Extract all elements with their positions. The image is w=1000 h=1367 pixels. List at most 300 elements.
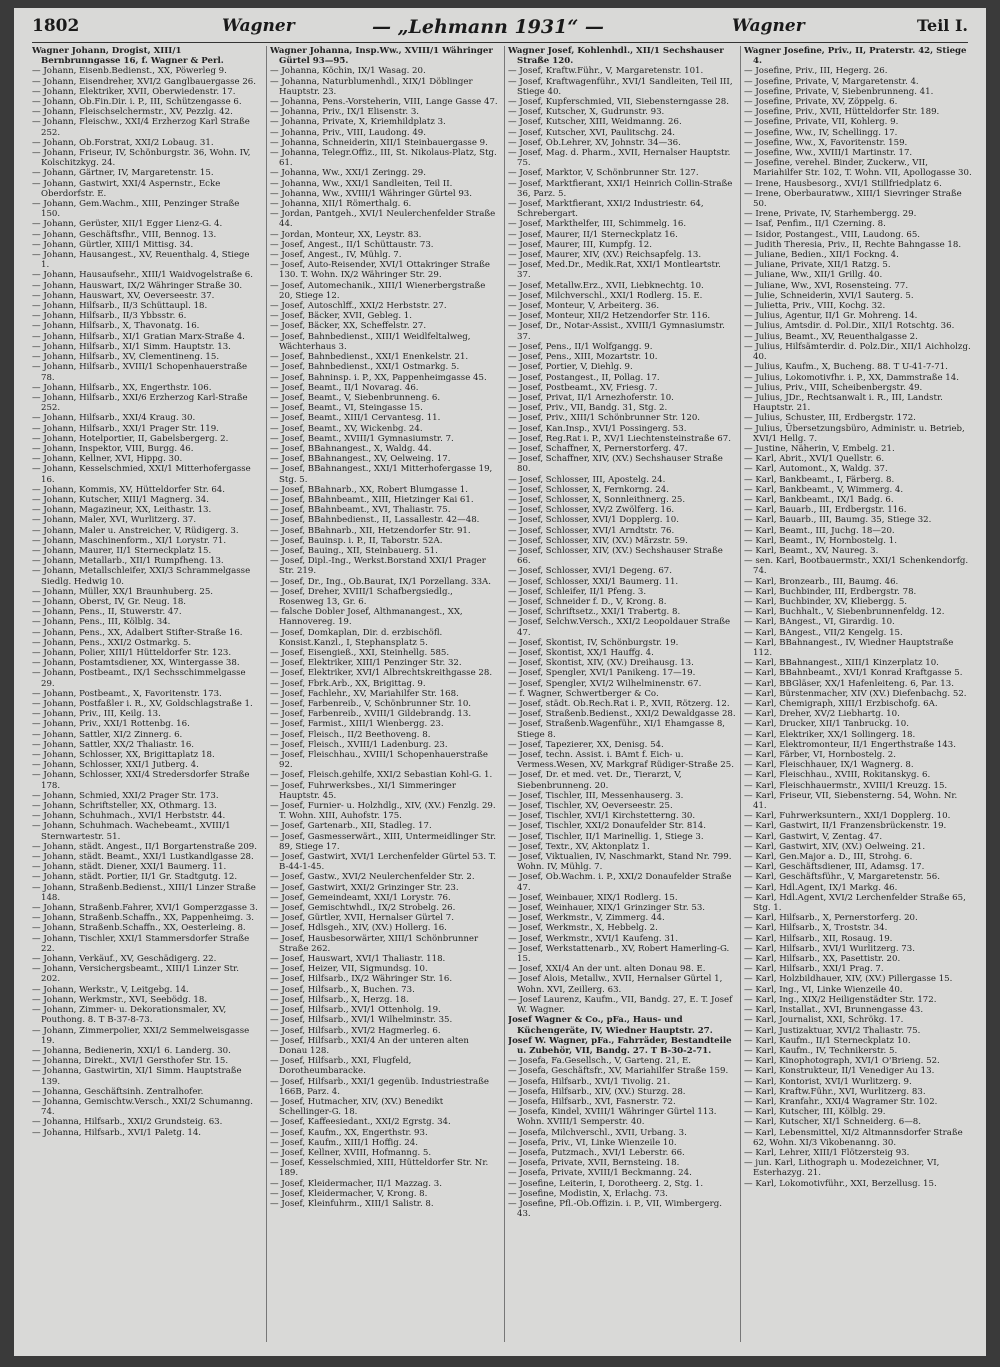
directory-entry: — Johann, Inspektor, VIII, Burgg. 46. [32, 443, 194, 454]
directory-entry: — Johann, Sattler, XI/2 Zinnerg. 6. [32, 729, 183, 740]
directory-entry: — Josefa, Milchverschl., XVII, Urbang. 3. [508, 1127, 687, 1138]
directory-entry: — Josef, Domkaplan, Dir. d. erzbischöfl. Konsist.Kanzl., I, Stephansplatz 5. [270, 627, 443, 648]
column-3 [508, 46, 736, 1346]
directory-entry: — Karl, Fleischhau., XVIII, Rokitanskyg. 6. [744, 770, 931, 781]
directory-entry: — Johann, Magazineur, XX, Leithastr. 13. [32, 505, 212, 516]
directory-entry: — Josef, Ob.Wachm. i. P., XXI/2 Donaufelder Straße 47. [508, 872, 732, 893]
directory-entry: — Josef, Elektriker, XVI/1 Albrechtskreithgasse 28. [270, 668, 493, 679]
directory-entry: — Josef, Med.Dr., Medik.Rat, XXI/1 Montleartstr. 37. [508, 260, 721, 281]
directory-entry: — Josef, Hilfsarb., X, Herzg. 18. [270, 994, 409, 1005]
directory-entry: — Josef, Pens., II/1 Wolfgangg. 9. [508, 341, 653, 352]
directory-entry: — Josef, Schlosser, XIV, (XV.) Sechshauser Straße 66. [508, 545, 723, 567]
directory-entry: — Josef, Postangest., II, Pollag. 17. [508, 372, 660, 383]
directory-entry: — Josef, BBahnangest., X, Waldg. 44. [270, 443, 432, 454]
directory-entry: Wagner Johanna, Insp.Ww., XVIII/1 Währinger Gürtel 93—95. [270, 46, 493, 67]
directory-entry: — Josef, Fachlehr., XV, Mariahilfer Str. 168. [270, 688, 459, 699]
directory-entry: — Josef, Skontist, XX/1 Hauffg. 4. [508, 647, 654, 658]
directory-entry: — Josef, techn. Assist. i. BAmt f. Eich- u. Vermess.Wesen, XV, Markgraf Rüdiger-Straße 25. [508, 750, 734, 771]
directory-entry: — sen. Karl, Bootbauermstr., XXI/1 Schenkendorfg. 74. [744, 556, 969, 577]
directory-entry: — Josef, Werkmstr., X, Hebbelg. 2. [508, 923, 658, 934]
directory-entry: — Karl, Abrit., XVI/1 Quellstr. 6. [744, 454, 885, 465]
directory-entry: — Johanna, Geschäftsinh. Zentralhofer. [32, 1086, 204, 1097]
directory-entry: Josef Wagner & Co., pFa., Haus- und Küchengeräte, IV, Wiedner Hauptstr. 27. [508, 1015, 713, 1036]
directory-entry: — Josef, Postbeamt., XV, Friesg. 7. [508, 382, 658, 393]
directory-entry: — Josef, Schlosser, X, Sonnleithnerg. 25. [508, 494, 686, 505]
directory-entry: — Josef, Bahnbedienst., XIII/1 Weidlfeltalweg, Wächterhaus 3. [270, 331, 471, 352]
directory-entry: — Josef, Furnier- u. Holzhdlg., XIV, (XV.) Fenzlg. 29. T. Wohn. XIII, Auhofstr. 175. [270, 801, 496, 822]
column-4 [744, 46, 972, 1346]
right-running-head: Wagner [732, 16, 805, 36]
directory-entry: — Josefine, Priv., XVII, Hütteldorfer Str. 189. [744, 107, 940, 118]
directory-entry: — Karl, Hilfsarb., XXI/1 Prag. 7. [744, 964, 884, 975]
directory-entry: — Josef, Bauinsp. i. P., II, Taborstr. 52A. [270, 535, 443, 546]
directory-entry: — Johanna, Telegr.Offiz., III, St. Nikolaus-Platz, Stg. 61. [270, 148, 497, 169]
directory-entry: — Karl, Elektriker, XX/1 Sollingerg. 18. [744, 729, 916, 740]
directory-entry: — Josef, Viktualien, IV, Naschmarkt, Stand Nr. 799. Wohn. IV, Mühlg. 7. [508, 852, 732, 873]
part-label: Teil I. [916, 16, 968, 35]
directory-entry: — Juliane, Bedien., XII/1 Fockng. 4. [744, 250, 899, 261]
directory-entry: — Karl, Fleischhauer, IX/1 Wagnerg. 8. [744, 760, 914, 771]
directory-entry: — Josef, Kaffeesiedant., XXI/2 Egrstg. 34. [270, 1117, 451, 1128]
directory-entry: — Josef, Dreher, XVIII/1 Schafbergsiedlg., Rosenweg 13, Gr. 6. [270, 586, 453, 607]
directory-entry: — Josef, Metallw.Erz., XVII, Liebknechtg. 10. [508, 280, 704, 291]
directory-entry: — Josef, BBahnbeamt., XIII, Hietzinger Kai 61. [270, 494, 474, 505]
directory-entry: — Johann, Straßenb.Schaffn., XX, Oesterleing. 8. [32, 923, 246, 934]
directory-entry: — Josefa, Geschäftsfr., XV, Mariahilfer Straße 159. [508, 1066, 729, 1077]
directory-entry: — Johann, Geschäftsfhr., VIII, Bennog. 13. [32, 229, 217, 240]
directory-entry: — Johann, Polier, XIII/1 Hütteldorfer Str. 123. [32, 647, 232, 658]
directory-entry: — Josefa, Fa.Gesellsch., V, Garteng. 21, E. [508, 1056, 692, 1067]
directory-entry: — Johann, Hausaufsehr., XIII/1 Waidvogelstraße 6. [32, 270, 253, 281]
directory-entry: — Josef, Bäcker, XX, Scheffelstr. 27. [270, 321, 427, 332]
directory-entry: — Karl, Friseur, VII, Siebensterng. 54, Wohn. Nr. 41. [744, 790, 958, 812]
directory-entry: — Josef, Schriftsetz., XXI/1 Trabertg. 8. [508, 607, 681, 618]
directory-entry: — Josef, Hilfsarb., XXI, Flugfeld, Dorotheumbaracke. [270, 1056, 412, 1077]
directory-entry: — Josef, Tischler, II/1 Marinellig. 1, Stiege 3. [508, 831, 704, 842]
directory-entry: — Johann, Pens., XXI/2 Ostmarkg. 5. [32, 637, 192, 648]
directory-entry: — Johann, Straßenb.Bedienst., XIII/1 Linzer Straße 148. [32, 882, 256, 903]
directory-entry: — Josef, Angest., IV, Mühlg. 7. [270, 250, 402, 261]
directory-entry: — Johann, Priv., III, Keilg. 13. [32, 709, 161, 720]
directory-entry: — Josef, Maurer, II/1 Sterneckplatz 16. [508, 229, 678, 240]
directory-entry: — Johann, Straßenb.Fahrer, XVI/1 Gomperzgasse 3. [32, 903, 258, 914]
directory-entry: — Josef, Hilfsarb., XXI/1 gegenüb. Industriestraße 166B, Parz. 4. [270, 1076, 489, 1097]
directory-entry: — Johann, Hilfsarb., X, Thavonatg. 16. [32, 321, 200, 332]
directory-entry: — Karl, BBGläser, XX/1 Hafenleiteng. 6, Par. 13. [744, 678, 954, 689]
directory-entry: — Josef, Fleisch.gehilfe, XXI/2 Sebastian Kohl-G. 1. [270, 770, 493, 781]
directory-entry: — Josef, Schlosser, XVI/1 Arndtstr. 76. [508, 525, 675, 536]
directory-entry: — Johann, Postbeamt., X, Favoritenstr. 173. [32, 688, 222, 699]
directory-entry: — Karl, Hilfsarb., XX, Pasettistr. 20. [744, 954, 901, 965]
directory-entry: — Johann, Schlosser, XXI/1 Jutberg. 4. [32, 760, 199, 771]
directory-entry: — Josef, BBahnbedienst., II, Lassallestr. 42—48. [270, 515, 480, 526]
directory-entry: — Josefa, Private, XVIII/1 Beckmanng. 24. [508, 1168, 692, 1179]
directory-entry: — Johann, städt. Portier, II/1 Gr. Stadtgutg. 12. [32, 872, 238, 883]
directory-entry: — Johann, Zimmerpolier, XXI/2 Semmelweisgasse 19. [32, 1025, 250, 1046]
publication-title: — „Lehmann 1931“ — [372, 16, 604, 38]
directory-entry: — Johanna, Bedienerin, XXI/1 6. Landerg. 30. [32, 1045, 231, 1056]
directory-entry: — Johann, Maschinenform., XI/1 Lorystr. 71. [32, 535, 227, 546]
directory-entry: — Johann, Maler, XVI, Wurlitzerg. 37. [32, 515, 197, 526]
column-2 [270, 46, 498, 1346]
directory-entry: — Johann, städt. Diener, XXI/1 Baumerg. 11. [32, 862, 227, 873]
directory-entry: — Josef, Fuhrwerksbes., XI/1 Simmeringer Hauptstr. 45. [270, 780, 456, 801]
directory-entry: — Karl, Konstrukteur, II/1 Venediger Au 13. [744, 1066, 935, 1077]
page-number: 1802 [32, 16, 80, 36]
directory-entry: — Josef, Kesselschmied, XIII, Hütteldorfer Str. Nr. 189. [270, 1158, 489, 1179]
directory-entry: — Josef, Hilfsarb., XVI/2 Hagmerleg. 6. [270, 1025, 441, 1036]
directory-entry: — Josef, Fbrk.Arb., XX, Brigittag. 9. [270, 678, 426, 689]
directory-entry: — Johann, Versichergsbeamt., XIII/1 Linzer Str. 202. [32, 964, 239, 985]
column-1 [32, 46, 260, 1346]
directory-entry: — Johanna, Direkt., XVI/1 Gersthofer Str. 15. [32, 1056, 229, 1067]
directory-entry: — Josef, Fleisch., XVIII/1 Ladenburg. 23. [270, 739, 448, 750]
directory-entry: — Josef, Kellner, XVIII, Hofmanng. 5. [270, 1147, 432, 1158]
directory-entry: — Josef, Bauing., XII, Steinbauerg. 51. [270, 545, 438, 556]
directory-entry: — Johann, Tischler, XXI/1 Stammersdorfer Straße 22. [32, 933, 250, 954]
directory-entry: — Josef, Hilfsarb., X, Buchen. 73. [270, 984, 415, 995]
directory-entry: — Josef, BBahnangest., XV, Oelweing. 17. [270, 454, 451, 465]
directory-entry: — Josef, Schlosser, III, Apostelg. 24. [508, 474, 666, 485]
directory-entry: — Josefa, Private, XVII, Bernsteing. 18. [508, 1158, 680, 1169]
directory-entry: — Karl, Lokomotivführ., XXI, Berzellusg. 15. [744, 1178, 937, 1189]
directory-entry: — Karl, BBahnangest., XIII/1 Kinzerplatz 10. [744, 658, 939, 669]
directory-entry: — Jordan, Monteur, XX, Leystr. 83. [270, 229, 422, 240]
directory-entry: — Irene, Private, IV, Starhembergg. 29. [744, 209, 917, 220]
directory-entry: — Josef, Monteur, V, Arbeiterg. 36. [508, 301, 660, 312]
directory-entry: — Josef, Markthelfer, III, Schimmelg. 16. [508, 219, 687, 230]
directory-entry: — Josefine, Private, V, Margaretenstr. 4. [744, 76, 919, 87]
directory-entry: — Johann, Postfaßler i. R., XV, Goldschlagstraße 1. [32, 699, 253, 709]
directory-entry: — Johann, Hilfsarb., II/3 Ybbsstr. 6. [32, 311, 187, 322]
directory-entry: — Josef, XXI/4 An der unt. alten Donau 98. E. [508, 964, 706, 975]
directory-entry: — Karl, Gastwirt, II/1 Franzensbrückenstr. 19. [744, 821, 947, 832]
directory-entry: — Josef, Straßenb.Wagenführ., XI/1 Ehamgasse 8, Stiege 8. [508, 719, 726, 740]
directory-entry: — Johann, Eisenb.Bedienst., XX, Pöwerleg 9. [32, 66, 227, 77]
directory-entry: — Josefa, Hilfsarb., XVI, Fasnerstr. 72. [508, 1096, 676, 1107]
directory-entry: — Josef, Gastwirt, XVI/1 Lerchenfelder Gürtel 53. T. B-44-1-45. [270, 852, 497, 873]
directory-entry: — Johann, Priv., XXI/1 Rottenbg. 16. [32, 719, 190, 730]
directory-entry: — Johanna, Hilfsarb., XXI/2 Grundsteig. 63. [32, 1117, 223, 1128]
directory-entry: — f. Wagner, Schwertberger & Co. [508, 688, 659, 699]
directory-entry: — Karl, Beamt., XV, Naureg. 3. [744, 545, 879, 556]
directory-entry: — Johann, Maurer, II/1 Sterneckplatz 15. [32, 545, 212, 556]
directory-entry: — Josef, Kutscher, XIII, Weidmanng. 26. [508, 117, 682, 128]
directory-entry: — Julius, Beamt., XV, Reuenthalgasse 2. [744, 331, 918, 342]
directory-entry: — Josef, Hutmacher, XIV, (XV.) Benedikt Schellinger-G. 18. [270, 1096, 444, 1118]
directory-entry: — Josef, städt. Ob.Rech.Rat i. P., XVII, Rötzerg. 12. [508, 699, 730, 709]
column-divider [740, 46, 741, 1342]
directory-entry: — Josef, Werkstattenarb., XV, Robert Hamerling-G. 15. [508, 943, 730, 965]
directory-entry: — Karl, BBahnangest., IV, Wiedner Hauptstraße 112. [744, 637, 954, 658]
directory-entry: — Karl, Lebensmittel, XI/2 Altmannsdorfer Straße 62, Wohn. XI/3 Vikobenanng. 30. [744, 1127, 963, 1148]
directory-entry: — Josef, Weinhauer, XIX/1 Grinzinger Str. 53. [508, 903, 706, 914]
directory-entry: — Johann, Hilfsarb., II/3 Schüttaupl. 18. [32, 301, 208, 312]
directory-entry: — Karl, Hdl.Agent, XVI/2 Lerchenfelder Straße 65, Stg. 1. [744, 892, 966, 914]
directory-entry: — Josef, Mag. d. Pharm., XVII, Hernalser Hauptstr. 75. [508, 148, 731, 169]
directory-entry: — Karl, Justizaktuar, XVI/2 Thaliastr. 75. [744, 1025, 921, 1036]
directory-entry: — Johann, städt. Angest., II/1 Borgartenstraße 209. [32, 841, 258, 852]
directory-entry: — Josef, Automechanik., XIII/1 Wienerbergstraße 20, Stiege 12. [270, 280, 486, 301]
directory-entry: — Josef, Werkmstr., V, Zimmerg. 44. [508, 913, 665, 924]
directory-entry: — Julius, Schuster, III, Erdbergstr. 172. [744, 413, 916, 424]
directory-entry: — Johann, Postamtsdiener, XX, Wintergasse 38. [32, 658, 240, 669]
directory-entry: — Karl, Kontorist, XVI/1 Wurlitzerg. 9. [744, 1076, 912, 1087]
directory-entry: Josef W. Wagner, pFa., Fahrräder, Bestandteile u. Zubehör, VII, Bandg. 27. T B-30-2-71. [508, 1035, 732, 1056]
directory-entry: — Josef, Gürtler, XVII, Hernalser Gürtel 7. [270, 913, 454, 924]
directory-entry: — Johann, Hilfsarb., XX, Engerthstr. 106. [32, 382, 212, 393]
page-header [32, 14, 968, 40]
directory-entry: — Josef, Dr. et med. vet. Dr., Tierarzt, V, Siebenbrunneng. 20. [508, 770, 682, 791]
directory-entry: — Josef Alois, Metallw., XVII, Hernalser Gürtel 1, Wohn. XVI, Zeillerg. 63. [508, 974, 723, 995]
directory-entry: — Josef, Gastwirt, XXI/2 Grinzinger Str. 23. [270, 882, 459, 893]
directory-entry: — Josef, Maurer, III, Kumpfg. 12. [508, 239, 652, 250]
directory-entry: — Johann, Gärtner, IV, Margaretenstr. 15. [32, 168, 214, 179]
directory-entry: — Josef, Selchw.Versch., XXI/2 Leopoldauer Straße 47. [508, 617, 731, 638]
directory-entry: — Johann, städt. Beamt., XXI/1 Lustkandlgasse 28. [32, 852, 254, 863]
directory-entry: — Josef, Bäcker, XVII, Gebleg. 1. [270, 311, 412, 322]
directory-entry: — Johanna, Ww., XXI/1 Zeringg. 29. [270, 168, 426, 179]
directory-entry: — Juliane, Ww., XII/1 Grillg. 40. [744, 270, 883, 281]
directory-entry: — Johann, Ob.Fin.Dir. i. P., III, Schützengasse 6. [32, 97, 242, 108]
directory-entry: — Johann, Maler u. Anstreicher, V, Rüdigerg. 3. [32, 525, 239, 536]
directory-entry: — Johann, Hauswart, XV, Oeverseestr. 37. [32, 290, 215, 301]
directory-entry: — Isidor, Postangest., VIII, Laudong. 65. [744, 229, 921, 240]
directory-entry: — Josef, Autoschlff., XXI/2 Herbststr. 27. [270, 301, 447, 312]
directory-entry: — Karl, BAngest., VII/2 Kengelg. 15. [744, 627, 903, 638]
directory-entry: — Johann, Gerüster, XII/1 Egger Lienz-G. 4. [32, 219, 223, 230]
directory-entry: — Karl, Gen.Major a. D., III, Strohg. 6. [744, 852, 913, 863]
directory-entry: — Karl, Fuhrwerksuntern., XXI/1 Dopplerg. 10. [744, 811, 951, 822]
directory-entry: — Irene, Oberbauratww., XIII/1 Sievringer Straße 50. [744, 188, 962, 210]
directory-entry: — Julius, Kaufm., X, Bucheng. 88. T U-41-7-71. [744, 362, 948, 373]
directory-entry: — Josef, Angest., II/1 Schüttaustr. 73. [270, 239, 434, 250]
directory-entry: — Karl, Holzbildhauer, XIV, (XV.) Pillergasse 15. [744, 974, 953, 985]
directory-entry: — Karl, Bürstenmacher, XIV (XV.) Diefenbachg. 52. [744, 688, 967, 699]
directory-entry: — Josef, Schneider f. D., V, Krong. 8. [508, 596, 667, 607]
directory-entry: — Josef, Beamt., VI, Steingasse 15. [270, 403, 423, 414]
directory-entry: — Josef, Gastw., XVI/2 Neulerchenfelder Str. 2. [270, 872, 475, 883]
directory-entry: — Karl, Buchbinder, XV, Kliebergg. 5. [744, 596, 908, 607]
directory-entry: — Johann, Hilfsarb., XVIII/1 Schopenhauerstraße 78. [32, 362, 248, 383]
directory-entry: — Josef, Gemeindeamt, XXI/1 Lorystr. 76. [270, 892, 451, 903]
directory-entry: — Julius, Übersetzungsbüro, Administr. u. Betrieb, XVI/1 Hellg. 7. [744, 423, 965, 444]
directory-entry: — Karl, Elektromonteur, II/1 Engerthstraße 143. [744, 739, 956, 750]
directory-entry: — Johann, Schuhmach., XVI/1 Herbststr. 44. [32, 811, 226, 822]
directory-entry: — Juliane, Private, XII/1 Ratzg. 5. [744, 260, 891, 271]
directory-entry: — Josefa, Hilfsarb., XIV, (XV.) Sturzg. 28. [508, 1086, 686, 1097]
directory-entry: — Josefine, Private, V, Siebenbrunneng. 41. [744, 86, 934, 97]
directory-entry: — Karl, Automont., X, Waldg. 37. [744, 464, 888, 475]
directory-entry: — Josefine, verehel. Binder, Zuckerw., VII, Mariahilfer Str. 102, T. Wohn. VII, Apollogasse 30. [744, 158, 972, 179]
directory-entry: — Josef, Marktfierant, XXI/2 Industriestr. 64, Schrebergart. [508, 199, 704, 220]
directory-entry: — Josef, Kupferschmied, VII, Siebensterngasse 28. [508, 97, 729, 108]
directory-entry: — Johann, Kutscher, XIII/1 Magnerg. 34. [32, 494, 210, 505]
directory-entry: Wagner Josef, Kohlenhdl., XII/1 Sechshauser Straße 120. [508, 46, 724, 67]
directory-entry: — Julius, Amtsdir. d. Pol.Dir., XII/1 Rotschtg. 36. [744, 321, 955, 332]
directory-entry: — Johann, Pens., III, Kölblg. 34. [32, 617, 171, 628]
directory-entry: — Josef, Tischler, XVI/1 Kirchstetterng. 30. [508, 811, 696, 822]
directory-entry: — Josefa, Priv., VI, Linke Wienzeile 10. [508, 1137, 677, 1148]
directory-entry: — Karl, Hilfsarb., XVI/1 Wurlitzerg. 73. [744, 943, 915, 954]
directory-entry: — Johanna, Private, X, Kriemhildplatz 3. [270, 117, 446, 128]
directory-entry: — Johann, Gastwirt, XXI/4 Aspernstr., Ecke Oberdorfstr. E. [32, 178, 221, 199]
left-running-head: Wagner [222, 16, 295, 36]
directory-entry: — Karl, Ing., XIX/2 Heiligenstädter Str. 172. [744, 994, 937, 1005]
directory-entry: — Julius, JDr., Rechtsanwalt i. R., III, Landstr. Hauptstr. 21. [744, 392, 943, 414]
directory-entry: — Josef, Schaffner, XIV, (XV.) Sechshauser Straße 80. [508, 454, 723, 475]
directory-entry: — Karl, Hilfsarb., XII, Rosaug. 19. [744, 933, 893, 944]
directory-entry: — Josef, Fleisch., II/2 Beethoveng. 8. [270, 729, 431, 740]
directory-entry: — Josef, Eisengieß., XXI, Steinhellg. 585. [270, 647, 450, 658]
directory-entry: — Josef, Hilfsarb., XVI/1 Wilhelminstr. 35. [270, 1015, 453, 1026]
directory-entry: — Josef, Bahnbedienst., XXI/1 Ostmarkg. 5. [270, 362, 460, 373]
directory-entry: — Karl, Hdl.Agent, IX/1 Markg. 46. [744, 882, 898, 893]
directory-entry: — Johann, Kommis, XV, Hütteldorfer Str. 64. [32, 484, 225, 495]
directory-entry: — Josef, Marktfierant, XXI/1 Heinrich Collin-Straße 36, Parz. 5. [508, 178, 733, 199]
directory-entry: — Josef, Farmist., XIII/1 Wienbergg. 23. [270, 719, 444, 730]
directory-entry: — Josef, Beamt., V, Siebenbrunneng. 6. [270, 392, 441, 403]
directory-entry: — Johann, Hilfsarb., XXI/4 Kraug. 30. [32, 413, 196, 424]
directory-entry: — Karl, Gastwirt, V, Zentag. 47. [744, 831, 883, 842]
directory-entry: — Josef, Farbenreib., V, Schönbrunner Str. 10. [270, 699, 472, 709]
directory-entry: — Johann, Ob.Forstrat, XXI/2 Lobaug. 31. [32, 137, 214, 148]
directory-entry: — Josef, Kutscher, XVI, Paulitschg. 24. [508, 127, 676, 138]
directory-entry: — Josef, Fleischhau., XVIII/1 Schopenhauerstraße 92. [270, 750, 488, 771]
directory-entry: — Johann, Oberst, IV, Gr. Neug. 18. [32, 596, 187, 607]
directory-entry: — Josef, Priv., VII, Bandg. 31, Stg. 2. [508, 403, 668, 414]
directory-entry: — Josef, Ob.Lehrer, XV, Johnstr. 34—36. [508, 137, 681, 148]
directory-entry: — Josefine, Ww., X, Favoritenstr. 159. [744, 137, 908, 148]
directory-entry: — Josef, Weinbauer, XIX/1 Rodlerg. 15. [508, 892, 678, 903]
directory-entry: — Karl, Buchbinder, III, Erdbergstr. 78. [744, 586, 917, 597]
directory-entry: — Irene, Hausbesorg., XVI/1 Stillfriedplatz 6. [744, 178, 942, 189]
directory-entry: — Johann, Metallarb., XII/1 Rumpfheng. 13. [32, 556, 224, 567]
directory-entry: — Josef, Portier, V, Diehlg. 9. [508, 362, 633, 373]
directory-entry: — Josef, Schlosser, XIV, (XV.) Märzstr. 59. [508, 535, 688, 546]
directory-entry: — Josefine, Leiterin, I, Dorotheerg. 2, Stg. 1. [508, 1178, 704, 1189]
directory-entry: — Josef, Spengler, XVI/1 Panikeng. 17—19. [508, 668, 696, 679]
directory-entry: — Josef, Kaufm., XX, Engerthstr. 93. [270, 1127, 428, 1138]
directory-entry: — Johann, Hilfsarb., XXI/1 Prager Str. 119. [32, 423, 219, 434]
directory-entry: — Karl, Kranfahr., XXI/4 Wagramer Str. 102. [744, 1096, 938, 1107]
directory-entry: — Johann, Fleischw., XXI/4 Erzherzog Karl Straße 252. [32, 117, 250, 138]
directory-entry: — Johanna, XII/1 Römerthalg. 6. [270, 199, 412, 210]
directory-entry: — Julius, Hilfsämterdir. d. Polz.Dir., XII/1 Aichholzg. 40. [744, 341, 971, 363]
directory-entry: — Karl, Geschäftsführ., V, Margaretenstr. 56. [744, 872, 940, 883]
directory-entry: — Josef, Dr., Ing., Ob.Baurat, IX/1 Porzellang. 33A. [270, 576, 491, 587]
directory-entry: — Karl, Kinophotograph, XVI/1 O'Brieng. 52. [744, 1056, 940, 1067]
directory-entry: — Karl, Buchhalt., V, Siebenbrunnenfeldg. 12. [744, 607, 945, 618]
directory-entry: — Josef, Beamt., XV, Wickenbg. 24. [270, 423, 423, 434]
directory-entry: — Josef, Pens., XIII, Mozartstr. 10. [508, 352, 658, 363]
directory-entry: — Josef, BBahnarb., XII, Hetzendorfer Str. 91. [270, 525, 471, 536]
directory-entry: — Johanna, Schneiderin, XII/1 Steinbauergasse 9. [270, 137, 488, 148]
directory-entry: — Johanna, Ww., XVIII/1 Währinger Gürtel 93. [270, 188, 472, 199]
directory-entry: — Juliane, Ww., XVI, Rosensteing. 77. [744, 280, 909, 291]
directory-entry: — Karl, Journalist, XXI, Schrökg. 17. [744, 1015, 904, 1026]
directory-entry: — Josefine, Modistin, X, Erlachg. 73. [508, 1188, 668, 1199]
directory-entry: — Johann, Hausangest., XV, Reuenthalg. 4, Stiege 1. [32, 250, 250, 271]
directory-entry: — Josef, Schaffner, X, Pernerstorferg. 47. [508, 443, 688, 454]
directory-entry: — Josef, Skontist, IV, Schönburgstr. 19. [508, 637, 679, 648]
directory-entry: — Johanna, Köchin, IX/1 Wasag. 20. [270, 66, 426, 77]
directory-entry: — Karl, Dreher, XV/2 Liebhartg. 10. [744, 709, 900, 720]
directory-entry: — Karl, BBahnbeamt., XVI/1 Konrad Kraftgasse 5. [744, 668, 963, 679]
directory-entry: — Josef, Beamt., XIII/1 Cervantesg. 11. [270, 413, 441, 424]
directory-entry: — Isaf, Penfim., II/1 Czerning. 8. [744, 219, 886, 230]
directory-entry: — Johanna, Priv., IX/1 Elisenstr. 3. [270, 107, 420, 118]
directory-entry: — Josef, Elektriker, XIII/1 Penzinger Str. 32. [270, 658, 462, 669]
directory-entry: — Josef, Hausbesorwärter, XIII/1 Schönbrunner Straße 262. [270, 933, 479, 954]
directory-entry: — jun. Karl, Lithograph u. Modezeichner, VI, Esterhazyg. 21. [744, 1158, 940, 1179]
directory-entry: — Johanna, Pens.-Vorsteherin, VIII, Lange Gasse 47. [270, 97, 498, 108]
directory-entry: — Johann, Schriftsteller, XX, Othmarg. 13. [32, 801, 217, 812]
directory-entry: — Johann, Postbeamt., IX/1 Sechsschimmelgasse 29. [32, 668, 246, 689]
directory-entry: — Josef, Monteur, XII/2 Hetzendorfer Str. 116. [508, 311, 711, 322]
directory-entry: — Karl, Chemigraph, XIII/1 Erzbischofg. 6A. [744, 699, 938, 709]
directory-entry: — Johanna, Naturblumenhdl., XIX/1 Döblinger Hauptstr. 23. [270, 76, 473, 97]
directory-entry: — Josefine, Ww., IV, Schellingg. 17. [744, 127, 898, 138]
directory-entry: — Josef, Kraftw.Führ., V, Margaretenstr. 101. [508, 66, 704, 77]
directory-entry: — Karl, Bankbeamt., IX/1 Badg. 6. [744, 494, 894, 505]
directory-entry: — Josef, Gemischtwhdl., IX/2 Strobelg. 26. [270, 903, 456, 914]
directory-entry: — Johann, Werkstr., V, Leitgebg. 14. [32, 984, 189, 995]
directory-entry: — Justine, Näherin, V, Embelg. 21. [744, 443, 895, 454]
directory-entry: — Jordan, Pantgeh., XVI/1 Neulerchenfelder Straße 44. [270, 209, 496, 230]
column-divider [504, 46, 505, 1342]
directory-entry: — Josef, Maurer, XIV, (XV.) Reichsapfelg. 13. [508, 250, 702, 261]
directory-entry: — Karl, BAngest., VI, Girardig. 10. [744, 617, 895, 628]
directory-entry: — Johann, Hilfsarb., XV, Clementineng. 15. [32, 352, 220, 363]
directory-entry: — Johann, Verkäuf., XV, Geschädigerg. 22. [32, 954, 217, 965]
directory-entry: — Josef, Reg.Rat i. P., XV/1 Liechtensteinstraße 67. [508, 433, 731, 444]
directory-entry: — Josef, Dr., Notar-Assist., XVIII/1 Gymnasiumstr. 37. [508, 321, 725, 342]
directory-entry: — Karl, Kaufm., IV, Technikerstr. 5. [744, 1045, 898, 1056]
directory-entry: — Karl, Kraftw.Führ., XVI, Wurlitzerg. 83. [744, 1086, 926, 1097]
directory-entry: — Karl, Lehrer, XIII/1 Flötzersteig 93. [744, 1147, 910, 1158]
directory-entry: — Julie, Schneiderin, XVI/1 Sauterg. 5. [744, 290, 914, 301]
directory-entry: — Josef, Textr., XV, Aktonplatz 1. [508, 841, 650, 852]
directory-entry: — Josef, Dipl.-Ing., Werkst.Borstand XXI/1 Prager Str. 219. [270, 556, 486, 577]
directory-entry: — Josef, BBahnangest., XXI/1 Mitterhofergasse 19, Stg. 5. [270, 464, 493, 485]
directory-entry: — Josef, BBahnbeamt., XVI, Thaliastr. 75. [270, 505, 451, 516]
directory-entry: — Karl, Bauarb., III, Erdbergstr. 116. [744, 505, 907, 516]
directory-entry: — Johann, Schmied, XXI/2 Prager Str. 173. [32, 790, 219, 801]
directory-entry: — Josef, Schlosser, XXI/1 Baumerg. 11. [508, 576, 679, 587]
directory-entry: — Julietta, Priv., VIII, Kochg. 32. [744, 301, 886, 312]
directory-entry: — Josef, Beamt., II/1 Novarag. 46. [270, 382, 419, 393]
directory-entry: — Johann, Schlosser, XX, Brigittaplatz 18. [32, 750, 215, 761]
directory-entry: — Johanna, Gemischtw.Versch., XXI/2 Schumanng. 74. [32, 1096, 254, 1118]
directory-entry: — Josef, Hilfsarb., XXI/4 An der unteren alten Donau 128. [270, 1035, 469, 1056]
directory-entry: — Karl, Installat., XVI, Brunnengasse 43. [744, 1005, 924, 1016]
directory-entry: Wagner Josefine, Priv., II, Praterstr. 42, Stiege 4. [744, 46, 967, 67]
directory-entry: — Josef, Gartenarb., XII, Stadleg. 17. [270, 821, 432, 832]
directory-entry: — Johann, Hilfsarb., XXI/6 Erzherzog Karl-Straße 252. [32, 392, 248, 414]
header-rule [32, 42, 968, 43]
directory-entry: — Karl, Bankbeamt., I, Färberg. 8. [744, 474, 895, 485]
directory-entry: — Johann, Straßenb.Schaffn., XX, Pappenheimg. 3. [32, 913, 255, 924]
directory-entry: — Johann, Schuhmach. Wachebeamt., XVIII/1 Sternwartestr. 51. [32, 821, 231, 842]
directory-entry: — Johann, Schlosser, XXI/4 Stredersdorfer Straße 178. [32, 770, 250, 791]
directory-entry: — Josef, Schleifer, II/1 Pfeng. 3. [508, 586, 647, 597]
directory-entry: — Karl, Kutscher, XI/1 Schneiderg. 6—8. [744, 1117, 922, 1128]
directory-entry: — Johann, Elektriker, XVII, Oberwiedenstr. 17. [32, 86, 236, 97]
directory-entry: — Johann, Kellner, XVI, Hippg. 30. [32, 454, 183, 465]
directory-entry: — Josef, Schlosser, XV/2 Zwölferg. 16. [508, 505, 675, 516]
directory-entry: — Johann, Hilfsarb., XI/1 Gratian Marx-Straße 4. [32, 331, 245, 342]
